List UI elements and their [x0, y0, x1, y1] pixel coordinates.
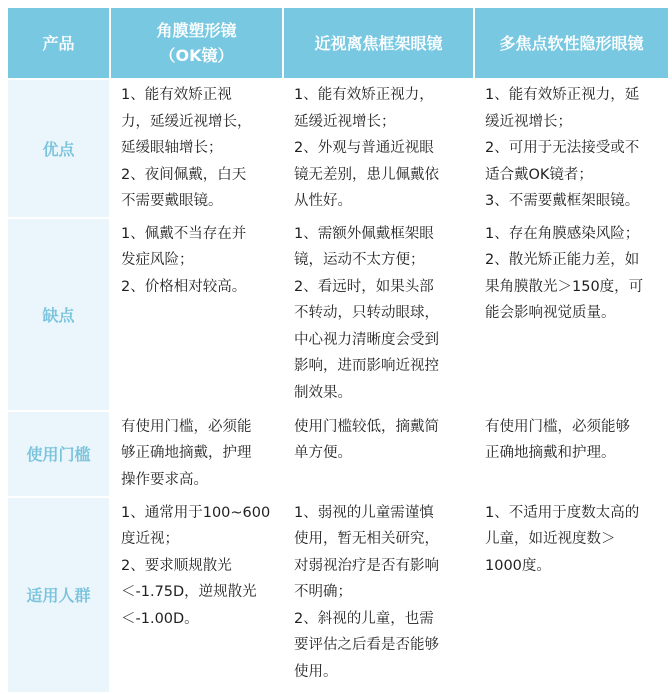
- cell-threshold-ok-lens: 有使用门槛，必须能 够正确地摘戴，护理 操作要求高。: [110, 411, 283, 497]
- table-header-row: [7, 7, 669, 79]
- header-multifocal-contacts: 多焦点软性隐形眼镜: [474, 7, 669, 79]
- cell-advantages-multifocal-contacts: 1、能有效矫正视力，延 缓近视增长； 2、可用于无法接受或不 适合戴OK镜者； 3、不需要戴框架眼镜。: [474, 79, 669, 218]
- row-disadvantages: [7, 218, 669, 411]
- cell-advantages-defocus-glasses: 1、能有效矫正视力， 延缓近视增长； 2、外观与普通近视眼 镜无差别，患儿佩戴依 从性好。: [283, 79, 474, 218]
- row-usage-threshold: [7, 411, 669, 497]
- row-label-advantages: 优点: [7, 79, 110, 218]
- header-ok-lens: 角膜塑形镜 （OK镜）: [110, 7, 283, 79]
- header-defocus-glasses: 近视离焦框架眼镜: [283, 7, 474, 79]
- cell-disadvantages-defocus-glasses: 1、需额外佩戴框架眼 镜，运动不太方便； 2、看远时，如果头部 不转动，只转动眼球， 中心视力清晰度会受到 影响，进而影响近视控 制效果。: [283, 218, 474, 411]
- cell-advantages-ok-lens: 1、能有效矫正视 力，延缓近视增长， 延缓眼轴增长； 2、夜间佩戴，白天 不需要戴眼镜。: [110, 79, 283, 218]
- cell-population-ok-lens: 1、通常用于100~600 度近视； 2、要求顺规散光 ＜-1.75D，逆规散光 ＜-1.00D。: [110, 497, 283, 693]
- cell-threshold-multifocal-contacts: 有使用门槛，必须能够 正确地摘戴和护理。: [474, 411, 669, 497]
- row-label-disadvantages: 缺点: [7, 218, 110, 411]
- cell-disadvantages-multifocal-contacts: 1、存在角膜感染风险； 2、散光矫正能力差，如 果角膜散光＞150度，可 能会影响视觉质量。: [474, 218, 669, 411]
- row-suitable-population: [7, 497, 669, 693]
- cell-disadvantages-ok-lens: 1、佩戴不当存在并 发症风险； 2、价格相对较高。: [110, 218, 283, 411]
- row-label-usage-threshold: 使用门槛: [7, 411, 110, 497]
- cell-population-defocus-glasses: 1、弱视的儿童需谨慎 使用，暂无相关研究， 对弱视治疗是否有影响 不明确； 2、斜视的儿童，也需 要评估之后看是否能够 使用。: [283, 497, 474, 693]
- row-advantages: [7, 79, 669, 218]
- header-product: 产品: [7, 7, 110, 79]
- lens-comparison-table: [6, 6, 670, 694]
- cell-population-multifocal-contacts: 1、不适用于度数太高的 儿童，如近视度数＞ 1000度。: [474, 497, 669, 693]
- cell-threshold-defocus-glasses: 使用门槛较低，摘戴简 单方便。: [283, 411, 474, 497]
- row-label-suitable-population: 适用人群: [7, 497, 110, 693]
